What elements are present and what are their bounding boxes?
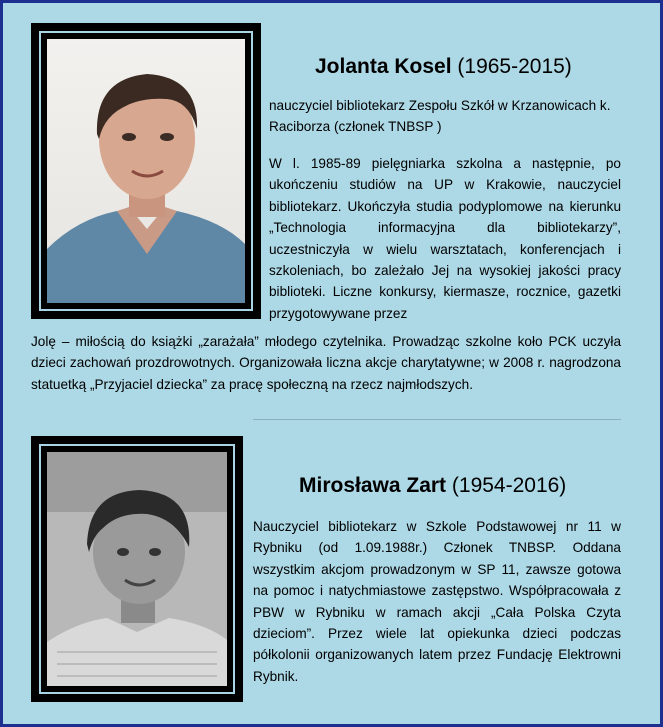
photo-jolanta xyxy=(47,39,245,303)
bio-paragraph-wrapped: W l. 1985-89 pielęgniarka szkolna a następnie, po ukończeniu studiów na UP w Krakowie, nauczyciel bibliotekarz. Ukończyła studia podyplomowe na kierunku „Technologia informacyjna dla bibliotekarzy”, uczestniczyła w wielu warsztatach, konferencjach i szkoleniach, bo zależało Jej na wysokiej jakości pracy biblioteki. Liczne konkursy, kiermasze, rocznice, gazetki przygotowywane przez xyxy=(269,156,621,321)
portrait-miroslawa-zart xyxy=(31,436,243,702)
life-years: (1965-2015) xyxy=(457,55,572,78)
portrait-jolanta-kosel xyxy=(31,23,261,319)
person-name: Jolanta Kosel xyxy=(315,55,452,78)
person-name-2: Mirosława Zart xyxy=(299,474,447,497)
photo-miroslawa xyxy=(47,452,227,686)
bio-paragraph-full: Jolę – miłością do książki „zarażała” młodego czytelnika. Prowadząc szkolne koło PCK uczyła dzieci zachowań prozdrowotnych. Organizowała liczna akcje charytatywne; w 2008 r. nagrodzona statuetką „Przyjaciel dziecka” za pracę społeczną na rzecz najmłodszych. xyxy=(31,334,621,392)
entry-name-2 xyxy=(299,474,566,498)
section-divider xyxy=(253,419,621,420)
bio-intro: nauczyciel bibliotekarz Zespołu Szkół w Krzanowicach k. Raciborza (członek TNBSP ) xyxy=(269,98,611,135)
bio-paragraph-2: Nauczyciel bibliotekarz w Szkole Podstawowej nr 11 w Rybniku (od 1.09.1988r.) Członek TNBSP. Oddana wszystkim akcjom prowadzonym w SP 11, zawsze gotowa na pomoc i natychmiastowe zastępstwo. Współpracowała z PBW w Rybniku w ramach akcji „Cała Polska Czyta dzieciom”. Przez wiele lat opiekunka dzieci podczas półkolonii organizowanych latem przez Fundację Elektrowni Rybnik. xyxy=(253,519,621,684)
entry-name xyxy=(315,55,572,79)
life-years-2: (1954-2016) xyxy=(451,474,567,497)
